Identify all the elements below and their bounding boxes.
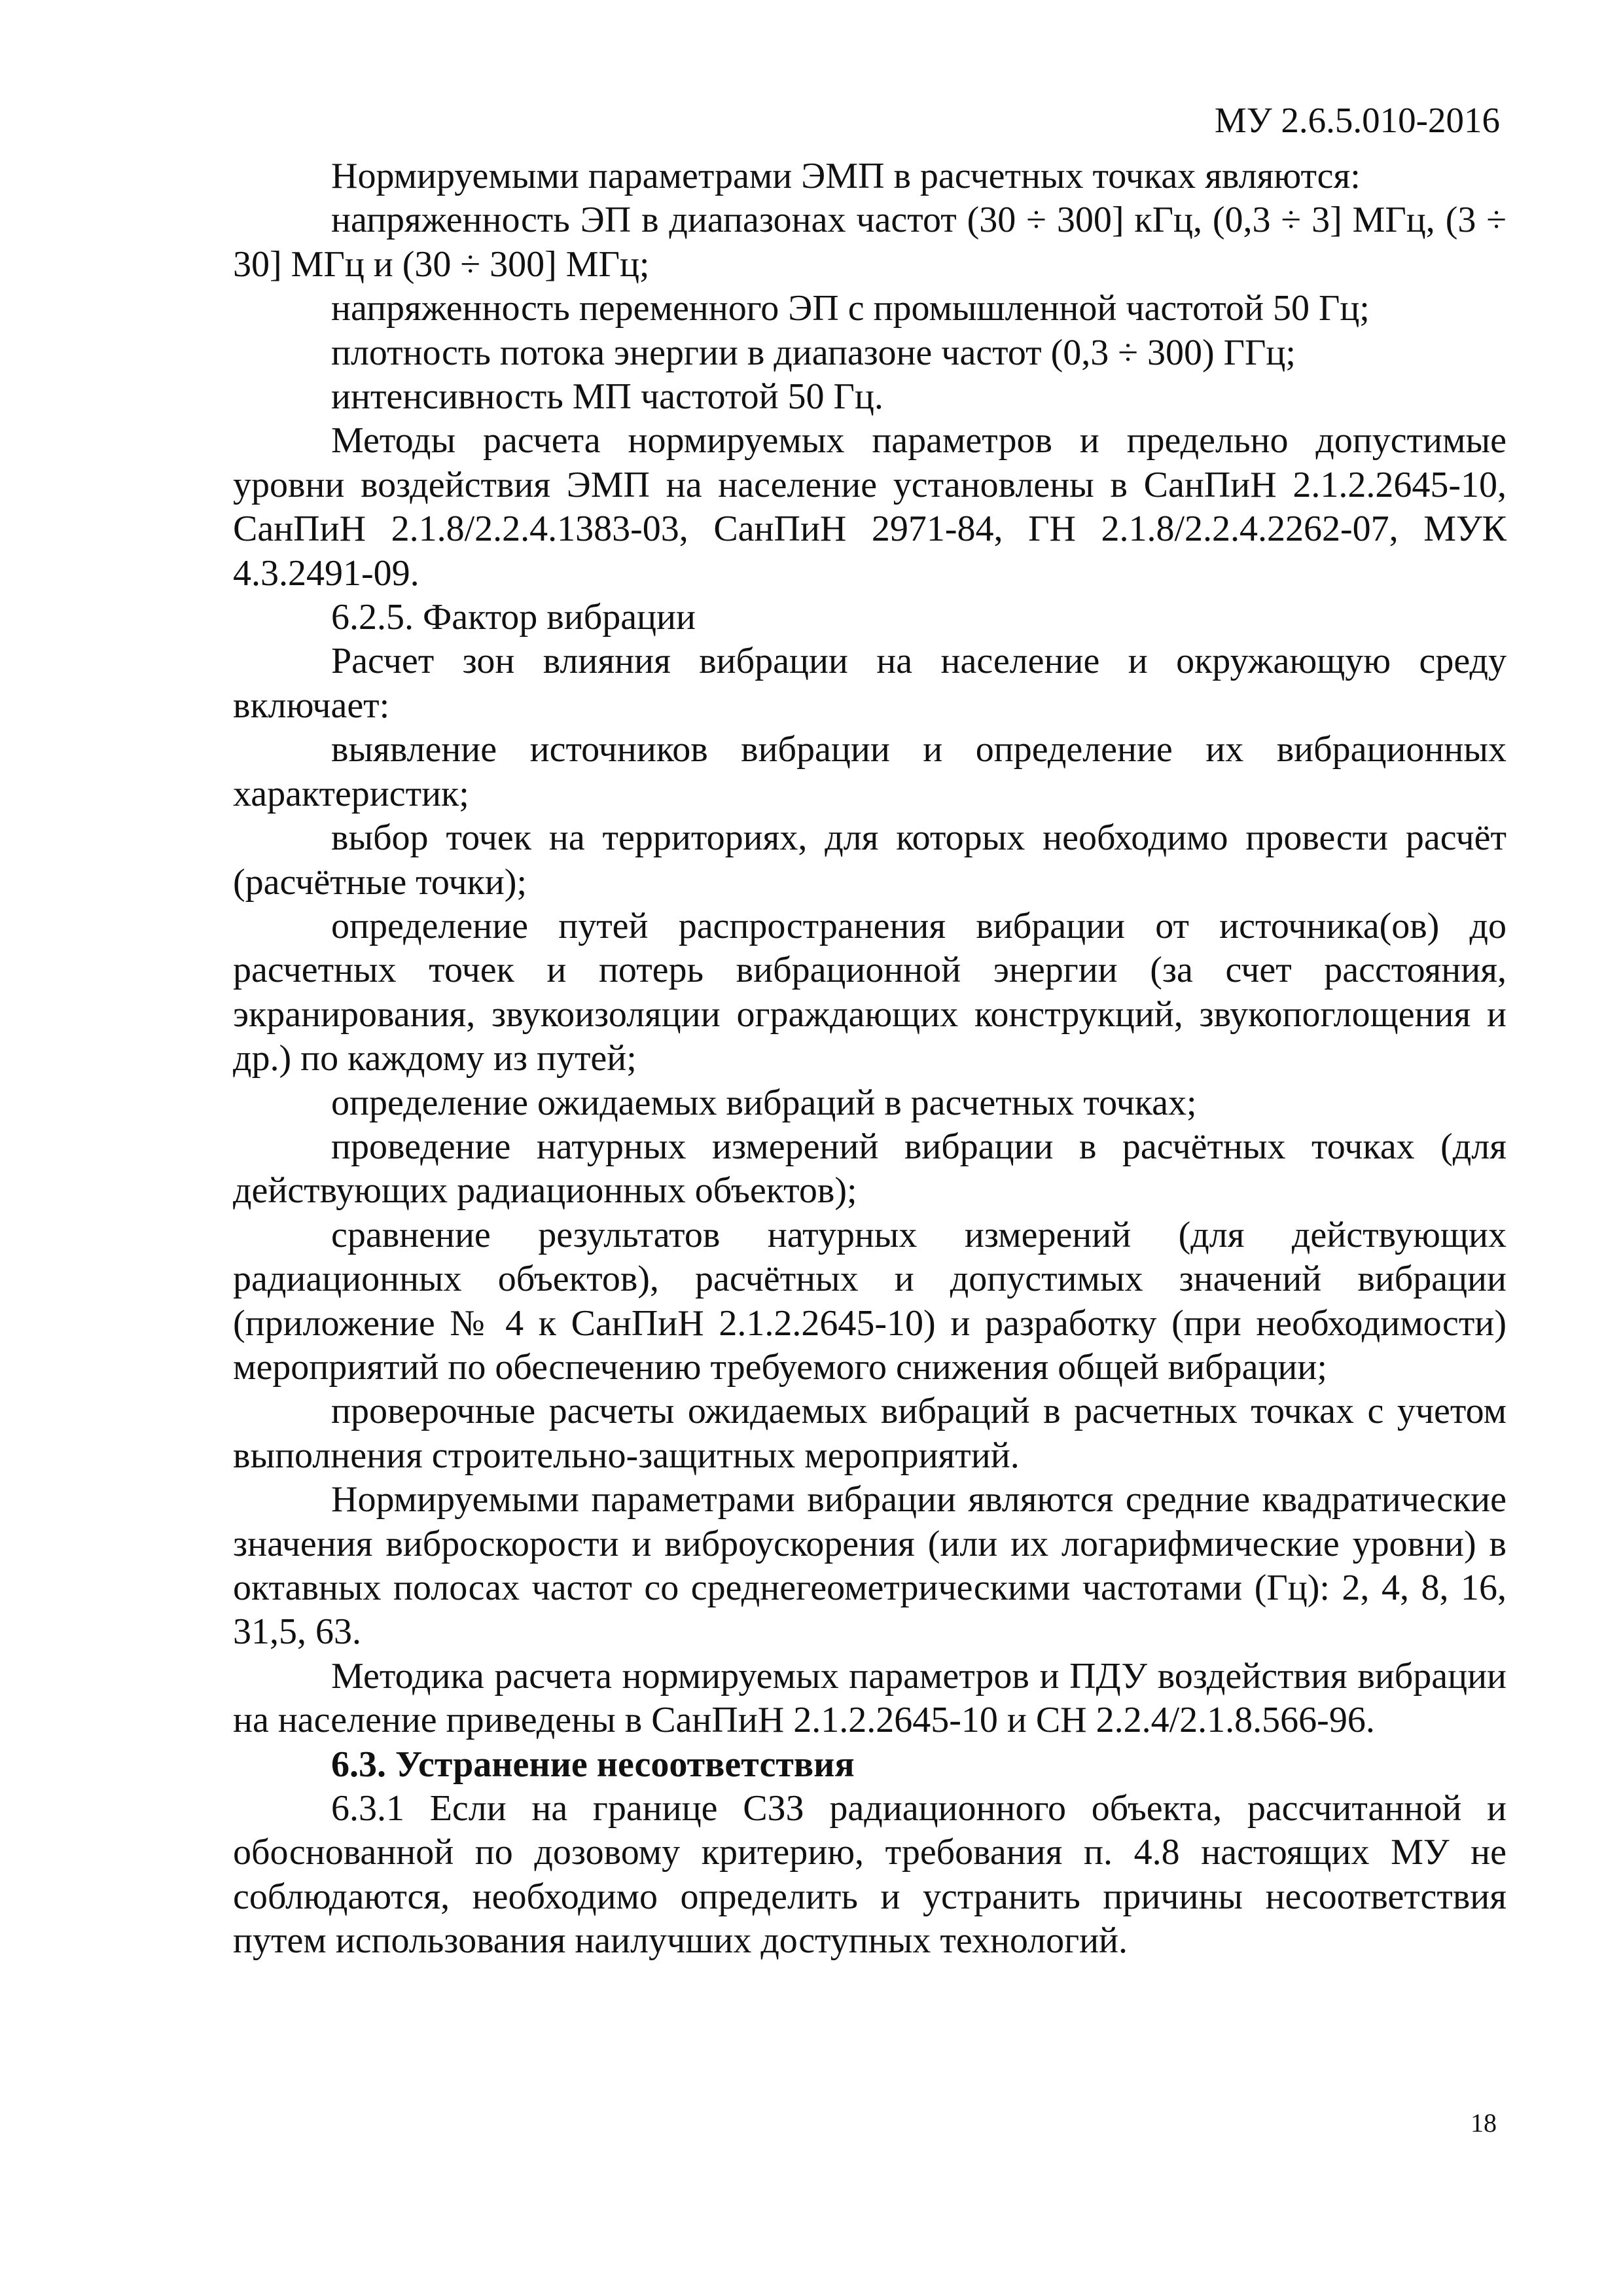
list-item: выявление источников вибрации и определение их вибрационных характеристик; xyxy=(233,729,1507,814)
list-item: интенсивность МП частотой 50 Гц. xyxy=(331,376,883,418)
section-heading-bold: 6.3. Устранение несоответствия xyxy=(331,1744,855,1785)
body-text xyxy=(233,154,1507,1964)
list-item: определение путей распространения вибрации от источника(ов) до расчетных точек и потерь вибрационной энергии (за счет расстояния, экранирования, звукоизоляции ограждающих конструкций, звукопоглощения и др.) по каждому из путей; xyxy=(233,905,1507,1079)
list-item: плотность потока энергии в диапазоне частот (0,3 ÷ 300) ГГц; xyxy=(331,332,1296,373)
paragraph: Нормируемыми параметрами ЭМП в расчетных точках являются: xyxy=(331,156,1361,196)
paragraph: Расчет зон влияния вибрации на население и окружающую среду включает: xyxy=(233,641,1507,726)
paragraph: Методы расчета нормируемых параметров и предельно допустимые уровни воздействия ЭМП на население установлены в СанПиН 2.1.2.2645-10, СанПиН 2.1.8/2.2.4.1383-03, СанПиН 2971-84, ГН 2.1.8/2.2.4.2262-07, МУК 4.3.2491-09. xyxy=(233,420,1507,594)
list-item: определение ожидаемых вибраций в расчетных точках; xyxy=(331,1082,1197,1123)
list-item: напряженность ЭП в диапазонах частот (30 ÷ 300] кГц, (0,3 ÷ 3] МГц, (3 ÷ 30] МГц и (30 ÷ 300] МГц; xyxy=(233,200,1507,285)
document-code: МУ 2.6.5.010-2016 xyxy=(1214,100,1500,140)
list-item: выбор точек на территориях, для которых необходимо провести расчёт (расчётные точки); xyxy=(233,817,1507,903)
paragraph: Методика расчета нормируемых параметров и ПДУ воздействия вибрации на население приведены в СанПиН 2.1.2.2645-10 и СН 2.2.4/2.1.8.566-96. xyxy=(233,1655,1507,1741)
page-number: 18 xyxy=(1471,2108,1497,2138)
paragraph: Нормируемыми параметрами вибрации являются средние квадратические значения виброскорости и виброускорения (или их логарифмические уровни) в октавных полосах частот со среднегеометрическими частотами (Гц): 2, 4, 8, 16, 31,5, 63. xyxy=(233,1479,1507,1653)
list-item: напряженность переменного ЭП с промышленной частотой 50 Гц; xyxy=(331,288,1370,329)
list-item: сравнение результатов натурных измерений (для действующих радиационных объектов), расчётных и допустимых значений вибрации (приложение № 4 к СанПиН 2.1.2.2645-10) и разработку (при необходимости) мероприятий по обеспечению требуемого снижения общей вибрации; xyxy=(233,1214,1507,1388)
list-item: проверочные расчеты ожидаемых вибраций в расчетных точках с учетом выполнения строительно-защитных мероприятий. xyxy=(233,1391,1507,1476)
paragraph: 6.3.1 Если на границе СЗЗ радиационного объекта, рассчитанной и обоснованной по дозовому критерию, требования п. 4.8 настоящих МУ не соблюдаются, необходимо определить и устранить причины несоответствия путем использования наилучших доступных технологий. xyxy=(233,1788,1507,1962)
section-heading: 6.2.5. Фактор вибрации xyxy=(331,597,696,638)
list-item: проведение натурных измерений вибрации в расчётных точках (для действующих радиационных объектов); xyxy=(233,1126,1507,1211)
